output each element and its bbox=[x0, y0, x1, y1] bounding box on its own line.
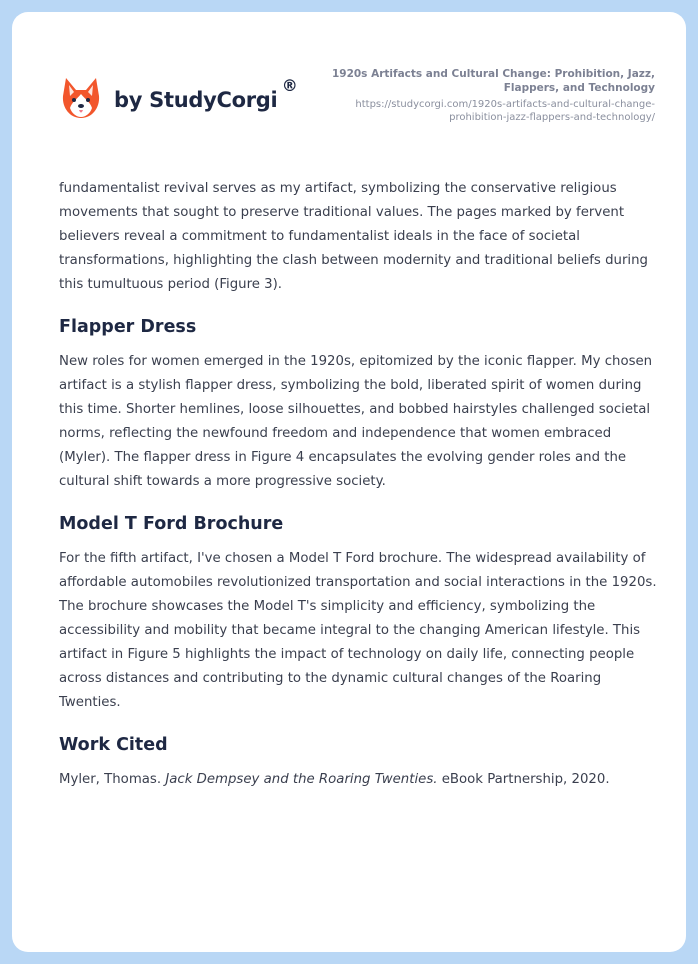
section-heading-model-t: Model T Ford Brochure bbox=[59, 514, 284, 534]
document-page bbox=[12, 12, 686, 952]
document-title: 1920s Artifacts and Cultural Change: Prohibition, Jazz, Flappers, and Technology bbox=[331, 68, 655, 94]
document-meta bbox=[315, 67, 655, 124]
document-content bbox=[59, 177, 659, 792]
section-text-flapper-dress: New roles for women emerged in the 1920s, epitomized by the iconic flapper. My chosen artifact is a stylish flapper dress, symbolizing the bold, liberated spirit of women during this time. Shorter hemlines, loose silhouettes, and bobbed hairstyles challenged societal norms, reflecting the newfound freedom and independence that women embraced (Myler). The flapper dress in Figure 4 encapsulates the evolving gender roles and the cultural shift towards a more progressive society. bbox=[59, 354, 653, 489]
citation-entry bbox=[59, 768, 659, 792]
works-cited-heading: Work Cited bbox=[59, 735, 168, 755]
brand-name: by StudyCorgi ® bbox=[114, 76, 298, 112]
intro-paragraph: fundamentalist revival serves as my artifact, symbolizing the conservative religious movements that sought to preserve traditional values. The pages marked by fervent believers reveal a commitment to fundamentalist ideals in the face of societal transformations, highlighting the clash between modernity and traditional beliefs during this tumultuous period (Figure 3). bbox=[59, 181, 648, 292]
registered-mark: ® bbox=[281, 76, 298, 95]
citation-publisher: eBook Partnership, 2020. bbox=[441, 772, 610, 787]
corgi-icon bbox=[60, 76, 102, 122]
section-text-model-t: For the fifth artifact, I've chosen a Model T Ford brochure. The widespread availability of affordable automobiles revolutionized transportation and social interactions in the 1920s. The brochure showcases the Model T's simplicity and efficiency, symbolizing the accessibility and mobility that became integral to the changing American lifestyle. This artifact in Figure 5 highlights the impact of technology on daily life, connecting people across distances and contributing to the dynamic cultural changes of the Roaring Twenties. bbox=[59, 551, 657, 710]
studycorgi-logo[interactable] bbox=[60, 76, 298, 122]
document-url[interactable]: https://studycorgi.com/1920s-artifacts-and-cultural-change-prohibition-jazz-flappers-and-technology/ bbox=[355, 99, 655, 123]
citation-author: Myler, Thomas. bbox=[59, 772, 162, 787]
citation-book-title: Jack Dempsey and the Roaring Twenties. bbox=[165, 772, 438, 787]
section-heading-flapper-dress: Flapper Dress bbox=[59, 317, 197, 337]
